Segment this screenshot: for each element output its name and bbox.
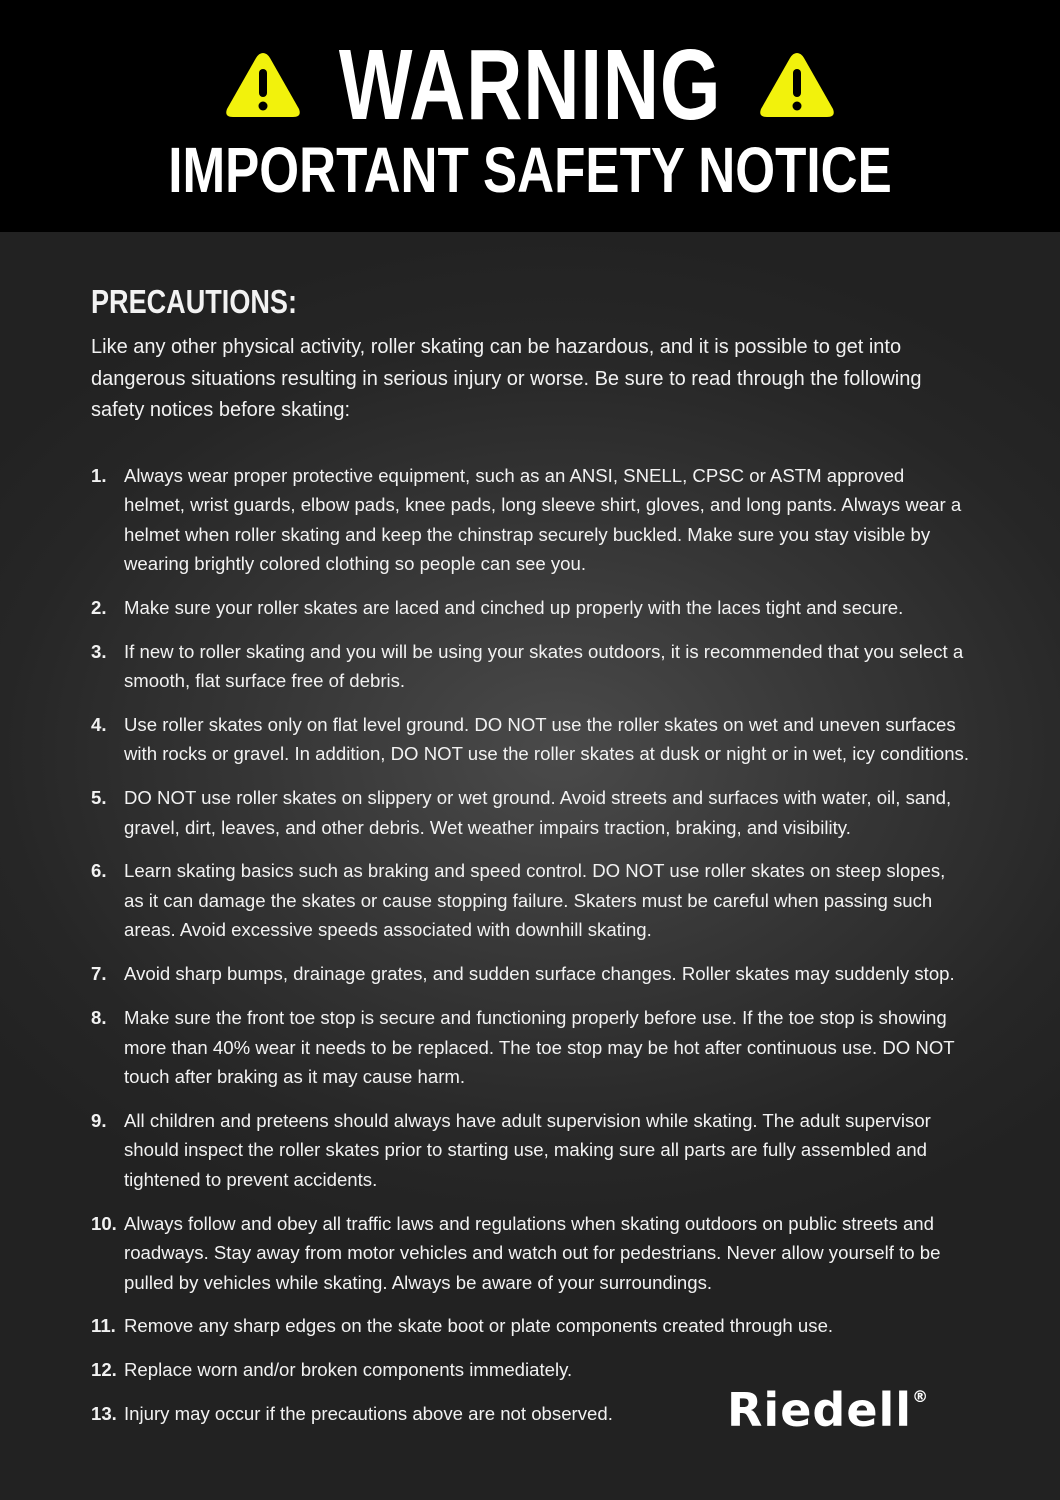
item-number: 5. <box>91 787 107 809</box>
title-row <box>0 30 1060 140</box>
item-text: If new to roller skating and you will be using your skates outdoors, it is recommended that you select a smooth, flat surface free of debris. <box>124 640 964 692</box>
warning-triangle-icon <box>757 49 837 121</box>
item-number: 10. <box>91 1212 117 1234</box>
warning-header <box>0 0 1060 232</box>
item-text: DO NOT use roller skates on slippery or wet ground. Avoid streets and surfaces with water, oil, sand, gravel, dirt, leaves, and other debris. Wet weather impairs traction, braking, and visibility. <box>124 787 952 838</box>
list-item <box>91 461 971 579</box>
precautions-section <box>91 284 971 1443</box>
item-text: Always wear proper protective equipment, such as an ANSI, SNELL, CPSC or ASTM approved helmet, wrist guards, elbow pads, knee pads, long sleeve shirt, gloves, and long pants. Always wear a helmet when roller skating and keep the chinstrap securely buckled. Make sure you stay visible by wearing brightly colored clothing so people can see you. <box>124 464 962 574</box>
item-number: 11. <box>91 1315 116 1337</box>
item-text: Injury may occur if the precautions above are not observed. <box>124 1403 613 1425</box>
item-number: 9. <box>91 1109 107 1131</box>
list-item <box>91 1003 971 1092</box>
item-text: Make sure your roller skates are laced and cinched up properly with the laces tight and secure. <box>124 596 904 618</box>
item-number: 4. <box>91 713 107 735</box>
item-number: 13. <box>91 1403 117 1425</box>
list-item <box>91 1311 971 1341</box>
item-text: Avoid sharp bumps, drainage grates, and sudden surface changes. Roller skates may suddenly stop. <box>124 963 955 985</box>
list-item <box>91 1355 971 1385</box>
registered-mark: ® <box>912 1387 930 1406</box>
page-title: WARNING <box>338 29 722 141</box>
item-text: Remove any sharp edges on the skate boot or plate components created through use. <box>124 1315 834 1337</box>
list-item <box>91 1106 971 1195</box>
item-number: 2. <box>91 596 107 618</box>
item-text: Make sure the front toe stop is secure and functioning properly before use. If the toe stop is showing more than 40% wear it needs to be replaced. The toe stop may be hot after continuous use. DO NOT touch after braking as it may cause harm. <box>124 1007 955 1088</box>
page-subtitle: IMPORTANT SAFETY NOTICE <box>168 134 892 206</box>
section-heading: PRECAUTIONS: <box>91 283 297 320</box>
list-item <box>91 1209 971 1298</box>
item-number: 7. <box>91 963 107 985</box>
item-number: 1. <box>91 464 107 486</box>
list-item <box>91 959 971 989</box>
list-item <box>91 856 971 945</box>
item-text: Replace worn and/or broken components immediately. <box>124 1359 573 1381</box>
warning-triangle-icon <box>223 49 303 121</box>
intro-paragraph: Like any other physical activity, roller skating can be hazardous, and it is possible to get into dangerous situations resulting in serious injury or worse. Be sure to read through the following safety notices before skating: <box>91 336 922 421</box>
item-text: All children and preteens should always have adult supervision while skating. The adult supervisor should inspect the roller skates prior to starting use, making sure all parts are fully assembled and tightened to prevent accidents. <box>124 1109 931 1190</box>
notice-body <box>0 232 1060 1500</box>
list-item <box>91 783 971 842</box>
list-item <box>91 593 971 623</box>
item-text: Use roller skates only on flat level ground. DO NOT use the roller skates on wet and uneven surfaces with rocks or gravel. In addition, DO NOT use the roller skates at dusk or night or in wet, icy conditions. <box>124 713 970 765</box>
item-number: 12. <box>91 1359 117 1381</box>
precautions-list <box>91 461 971 1429</box>
list-item <box>91 637 971 696</box>
item-number: 3. <box>91 640 107 662</box>
item-number: 8. <box>91 1007 107 1029</box>
logo-text: Riedell <box>727 1383 913 1437</box>
item-text: Always follow and obey all traffic laws and regulations when skating outdoors on public streets and roadways. Stay away from motor vehicles and watch out for pedestrians. Never allow yourself to be pulled by vehicles while skating. Always be aware of your surroundings. <box>124 1212 941 1293</box>
item-text: Learn skating basics such as braking and speed control. DO NOT use roller skates on steep slopes, as it can damage the skates or cause stopping failure. Skaters must be careful when passing such areas. Avoid excessive speeds associated with downhill skating. <box>124 860 946 941</box>
riedell-logo <box>727 1383 929 1437</box>
item-number: 6. <box>91 860 107 882</box>
list-item <box>91 710 971 769</box>
